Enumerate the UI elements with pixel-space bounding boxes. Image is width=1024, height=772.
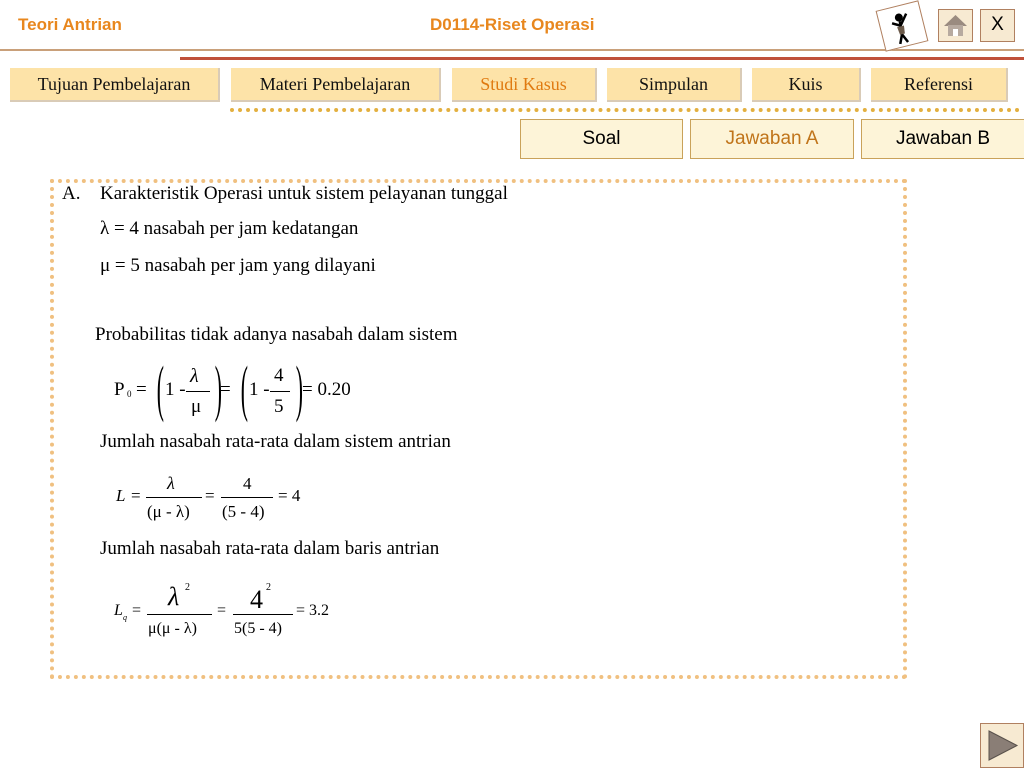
home-icon [939,10,972,41]
lq-num-lambda: λ [168,582,180,611]
p0-one-minus-2: 1 - [249,379,270,400]
nav-referensi[interactable]: Referensi [871,68,1008,102]
lq-num-4: 4 [250,585,263,614]
equation-l [110,470,370,530]
p0-symbol: P [114,379,125,400]
l-den-2: (5 - 4) [222,502,265,521]
lambda-line: λ = 4 nasabah per jam kedatangan [100,218,359,239]
equation-p0 [110,355,410,427]
lq-sup-1: 2 [185,582,190,593]
l-equals-1: = [131,486,141,505]
p0-title: Probabilitas tidak adanya nasabah dalam sistem [95,324,458,345]
p0-num-lambda: λ [190,365,199,387]
lq-den-1: μ(μ - λ) [148,620,197,637]
nav-kuis[interactable]: Kuis [752,68,861,102]
p0-result: = 0.20 [302,379,351,400]
p0-den-mu: μ [191,396,202,417]
course-title: D0114-Riset Operasi [430,15,595,34]
p0-den-5: 5 [274,396,284,417]
close-button[interactable]: X [980,9,1015,42]
l-den-1: (μ - λ) [147,502,190,521]
nav-materi-pembelajaran[interactable]: Materi Pembelajaran [231,68,441,102]
lq-result: = 3.2 [296,602,330,619]
p0-equals-2: = [220,379,231,400]
lq-sup-2: 2 [266,582,271,593]
l-num-lambda: λ [167,473,175,493]
p0-right-paren-1: ) [214,355,222,423]
lq-fraction-bar-1 [147,614,212,615]
p0-fraction-bar-2 [270,391,290,392]
app-title: Teori Antrian [18,15,122,34]
section-heading: Karakteristik Operasi untuk sistem pelayanan tunggal [100,183,508,204]
subtab-jawaban-a[interactable]: Jawaban A [690,119,854,159]
subtab-jawaban-b[interactable]: Jawaban B [861,119,1024,159]
l-symbol: L [116,486,126,505]
section-marker: A. [62,183,81,204]
header-divider-accent [180,57,1024,60]
header-divider-right [265,49,1024,51]
p0-equals-1: = [136,379,147,400]
nav-tujuan-pembelajaran[interactable]: Tujuan Pembelajaran [10,68,220,102]
lq-den-2: 5(5 - 4) [234,620,282,637]
home-button[interactable] [938,9,973,42]
p0-subscript: 0 [127,389,132,399]
p0-left-paren-2: ( [240,355,248,423]
next-button[interactable] [980,723,1024,768]
l-fraction-bar-1 [146,497,202,498]
p0-right-paren-2: ) [295,355,303,423]
nav-simpulan[interactable]: Simpulan [607,68,742,102]
equation-lq [110,580,370,644]
p0-num-4: 4 [274,365,284,386]
l-num-4: 4 [243,474,252,493]
play-arrow-icon [981,724,1023,767]
lq-subscript: q [123,613,127,622]
l-fraction-bar-2 [221,497,273,498]
lq-title: Jumlah nasabah rata-rata dalam baris antrian [100,538,440,559]
lq-symbol: L [114,602,123,619]
p0-one-minus-1: 1 - [165,379,186,400]
subtab-soal[interactable]: Soal [520,119,683,159]
nav-dotted-divider [230,108,1020,112]
header-divider-left [0,49,265,51]
mu-line: μ = 5 nasabah per jam yang dilayani [100,255,376,276]
l-title: Jumlah nasabah rata-rata dalam sistem antrian [100,431,451,452]
lq-equals-2: = [217,602,227,619]
character-icon[interactable] [876,0,929,51]
lq-equals-1: = [132,602,142,619]
p0-fraction-bar-1 [186,391,210,392]
l-result: = 4 [278,486,301,505]
l-equals-2: = [205,486,215,505]
p0-left-paren-1: ( [156,355,164,423]
lq-fraction-bar-2 [233,614,293,615]
nav-studi-kasus[interactable]: Studi Kasus [452,68,597,102]
